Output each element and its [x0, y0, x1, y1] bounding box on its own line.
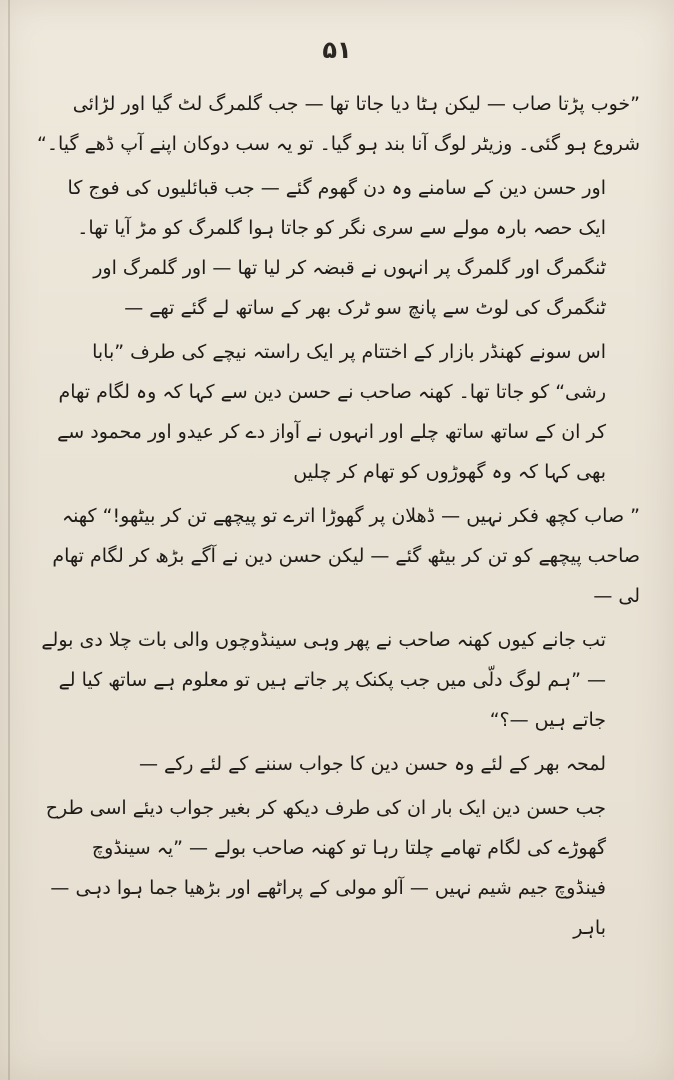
page-gutter [8, 0, 10, 1080]
paragraph: لمحہ بھر کے لئے وہ حسن دین کا جواب سننے کے لئے رکے — [139, 753, 606, 775]
paragraph: جب حسن دین ایک بار ان کی طرف دیکھ کر بغیر جواب دیئے اسی طرح گھوڑے کی لگام تھامے چلتا رہا تو کھنہ صاحب بولے — ”یہ سینڈوچ فینڈوچ جیم شیم نہیں — آلو مولی کے پراٹھے اور بڑھیا جما ہوا دہی — باہر [45, 797, 606, 939]
page-number: ۵۱ [322, 36, 352, 64]
paragraph: تب جانے کیوں کھنہ صاحب نے پھر وہی سینڈوچوں والی بات چلا دی بولے — ”ہم لوگ دلّی میں جب پکنک پر جاتے ہیں تو معلوم ہے ساتھ کیا لے جاتے ہیں —؟“ [41, 629, 606, 731]
page-body [36, 84, 640, 952]
paragraph: اور حسن دین کے سامنے وہ دن گھوم گئے — جب قبائلیوں کی فوج کا ایک حصہ بارہ مولے سے سری نگر کو جاتا ہوا گلمرگ کو مڑ آیا تھا۔ ٹنگمرگ اور گلمرگ پر انہوں نے قبضہ کر لیا تھا — اور گلمرگ اور ٹنگمرگ کی لوٹ سے پانچ سو ٹرک بھر کے ساتھ لے گئے تھے — [67, 177, 606, 319]
paragraph: ”خوب پڑتا صاب — لیکن ہٹا دیا جاتا تھا — جب گلمرگ لٹ گیا اور لڑائی شروع ہو گئی۔ وزیٹر لوگ آنا بند ہو گیا۔ تو یہ سب دوکان اپنے آپ ڈھے گیا۔“ [37, 93, 640, 155]
paragraph: اس سونے کھنڈر بازار کے اختتام پر ایک راستہ نیچے کی طرف ”بابا رشی“ کو جاتا تھا۔ کھنہ صاحب نے حسن دین سے کہا کہ وہ لگام تھام کر ان کے ساتھ ساتھ چلے اور انہوں نے آواز دے کر عیدو اور محمود سے بھی کہا کہ وہ گھوڑوں کو تھام کر چلیں [57, 341, 606, 483]
paragraph: ” صاب کچھ فکر نہیں — ڈھلان پر گھوڑا اترے تو پیچھے تن کر بیٹھو!“ کھنہ صاحب پیچھے کو تن کر بیٹھ گئے — لیکن حسن دین نے آگے بڑھ کر لگام تھام لی — [52, 505, 640, 607]
